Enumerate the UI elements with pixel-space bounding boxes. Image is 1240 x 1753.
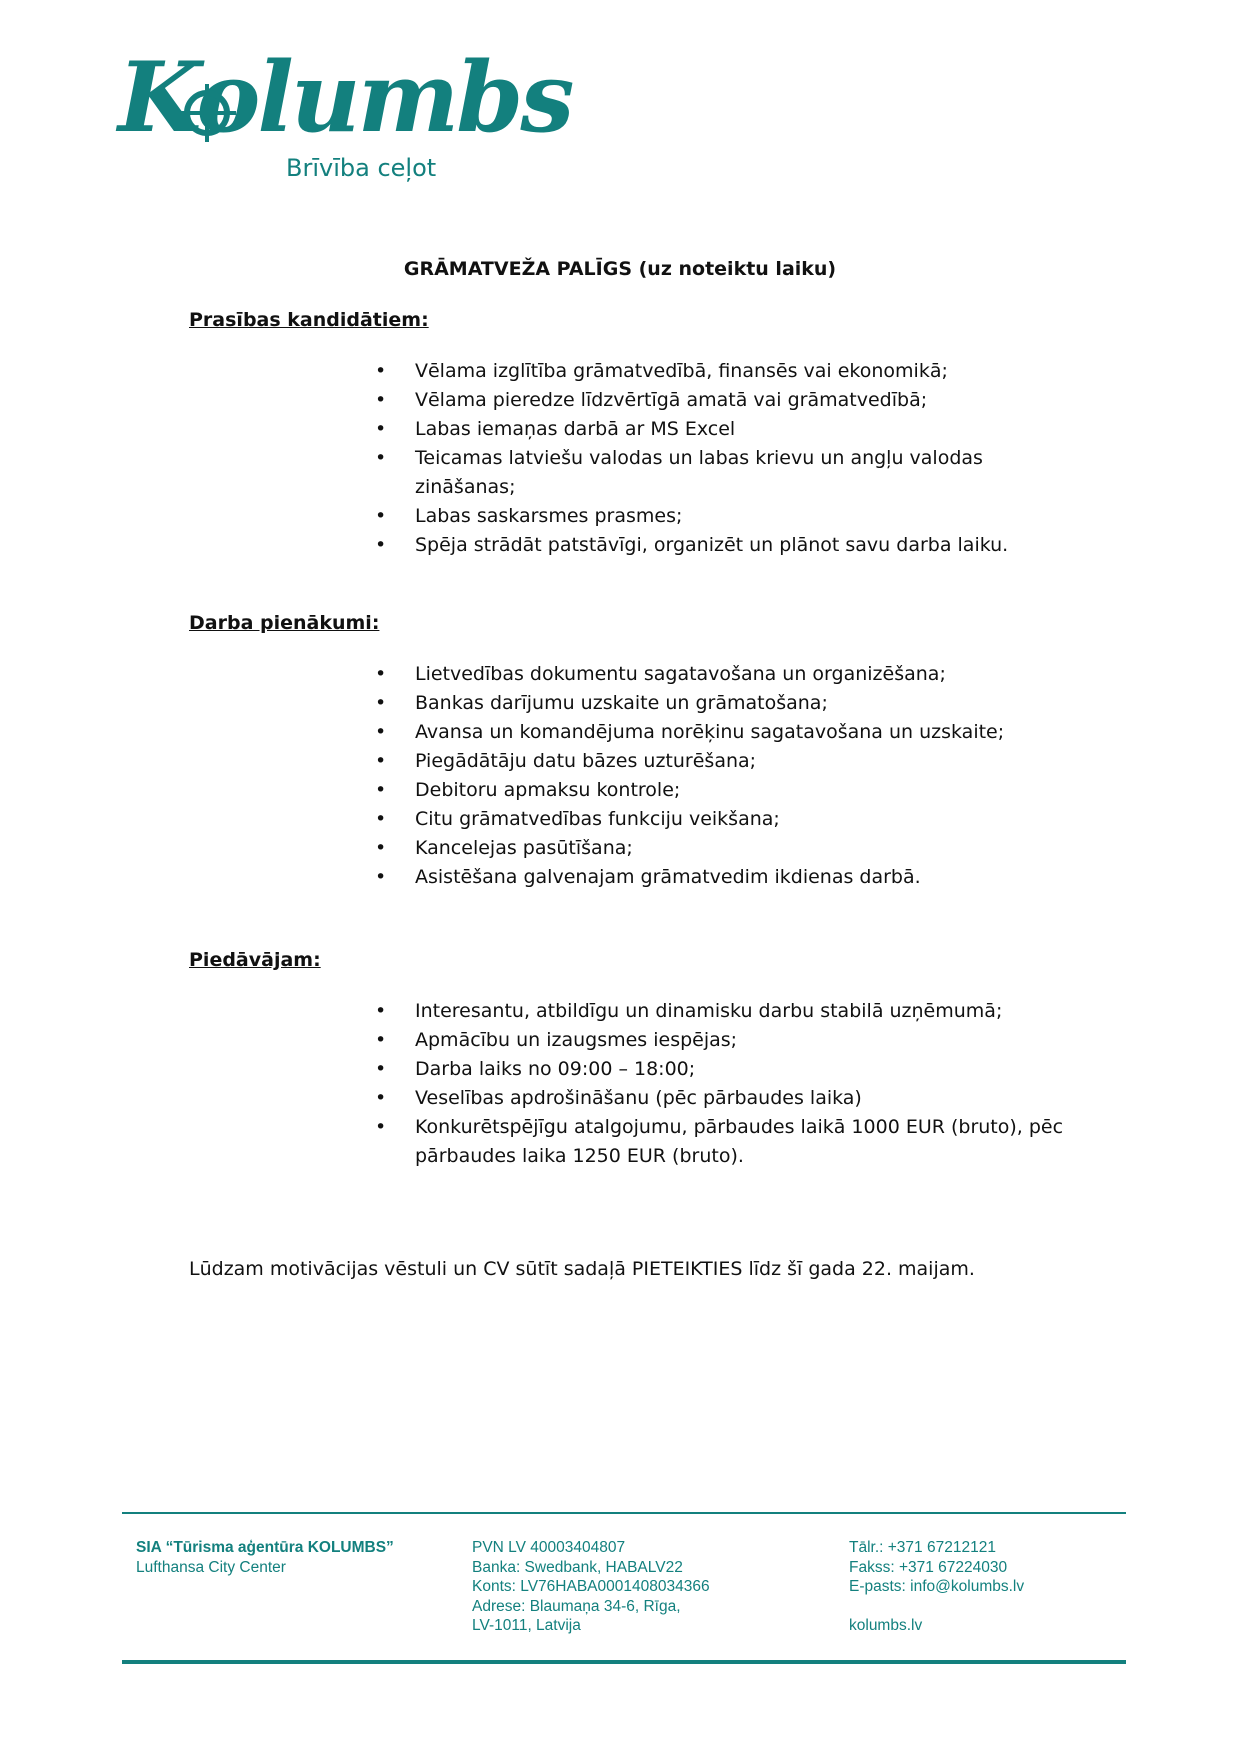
list-item: • Spēja strādāt patstāvīgi, organizēt un plānot savu darba laiku. — [375, 531, 1075, 560]
list-item: • Apmācību un izaugsmes iespējas; — [375, 1026, 1075, 1055]
list-item: • Labas iemaņas darbā ar MS Excel — [375, 415, 1075, 444]
duties-list — [375, 660, 1075, 892]
list-item: • Interesantu, atbildīgu un dinamisku darbu stabilā uzņēmumā; — [375, 997, 1075, 1026]
list-item: • Vēlama izglītība grāmatvedībā, finansēs vai ekonomikā; — [375, 357, 1075, 386]
list-item: • Labas saskarsmes prasmes; — [375, 502, 1075, 531]
list-item: • Vēlama pieredze līdzvērtīgā amatā vai grāmatvedībā; — [375, 386, 1075, 415]
list-item: • Piegādātāju datu bāzes uzturēšana; — [375, 747, 1075, 776]
list-item: • Teicamas latviešu valodas un labas krievu un angļu valodas zināšanas; — [375, 444, 1075, 502]
list-item: • Citu grāmatvedības funkciju veikšana; — [375, 805, 1075, 834]
requirements-list — [375, 357, 1075, 560]
duties-heading: Darba pienākumi: — [189, 612, 380, 634]
vat-number: PVN LV 40003404807 — [472, 1539, 626, 1556]
footer-divider-top — [122, 1512, 1126, 1514]
list-item: • Bankas darījumu uzskaite un grāmatošana; — [375, 689, 1075, 718]
kolumbs-logo — [118, 41, 572, 190]
footer-company — [136, 1538, 394, 1577]
list-item: • Lietvedības dokumentu sagatavošana un organizēšana; — [375, 660, 1075, 689]
fax-number: Fakss: +371 67224030 — [849, 1558, 1008, 1576]
list-item: • Kancelejas pasūtīšana; — [375, 834, 1075, 863]
requirements-heading: Prasības kandidātiem: — [189, 309, 429, 331]
website-link[interactable]: kolumbs.lv — [849, 1617, 923, 1634]
footer-contacts — [849, 1538, 1024, 1636]
closing-note: Lūdzam motivācijas vēstuli un CV sūtīt sadaļā PIETEIKTIES līdz šī gada 22. maijam. — [189, 1258, 975, 1280]
logo-tagline: Brīvība ceļot — [286, 154, 437, 182]
logo-wordmark: Kolumbs — [118, 41, 572, 154]
list-item: • Veselības apdrošināšanu (pēc pārbaudes laika) — [375, 1084, 1075, 1113]
company-subtitle: Lufthansa City Center — [136, 1558, 286, 1576]
email-address: E-pasts: info@kolumbs.lv — [849, 1578, 1025, 1595]
list-item: • Konkurētspējīgu atalgojumu, pārbaudes laikā 1000 EUR (bruto), pēc pārbaudes laika 1250 EUR (bruto). — [375, 1113, 1075, 1171]
list-item: • Debitoru apmaksu kontrole; — [375, 776, 1075, 805]
list-item: • Avansa un komandējuma norēķinu sagatavošana un uzskaite; — [375, 718, 1075, 747]
bank-name: Banka: Swedbank, HABALV22 — [472, 1558, 683, 1576]
footer-divider-bottom — [122, 1660, 1126, 1664]
compass-icon — [176, 82, 238, 144]
offer-heading: Piedāvājam: — [189, 949, 321, 971]
address-line-1: Adrese: Blaumaņa 34-6, Rīga, — [472, 1597, 681, 1615]
account-number: Konts: LV76HABA0001408034366 — [472, 1578, 710, 1595]
address-line-2: LV-1011, Latvija — [472, 1617, 581, 1634]
offer-list — [375, 997, 1075, 1171]
list-item: • Asistēšana galvenajam grāmatvedim ikdienas darbā. — [375, 863, 1075, 892]
list-item: • Darba laiks no 09:00 – 18:00; — [375, 1055, 1075, 1084]
page-title: GRĀMATVEŽA PALĪGS (uz noteiktu laiku) — [403, 258, 837, 280]
spacer — [849, 1597, 1024, 1617]
phone-number: Tālr.: +371 67212121 — [849, 1539, 996, 1556]
company-name: SIA “Tūrisma aģentūra KOLUMBS” — [136, 1539, 394, 1556]
footer-bank-details — [472, 1538, 710, 1636]
